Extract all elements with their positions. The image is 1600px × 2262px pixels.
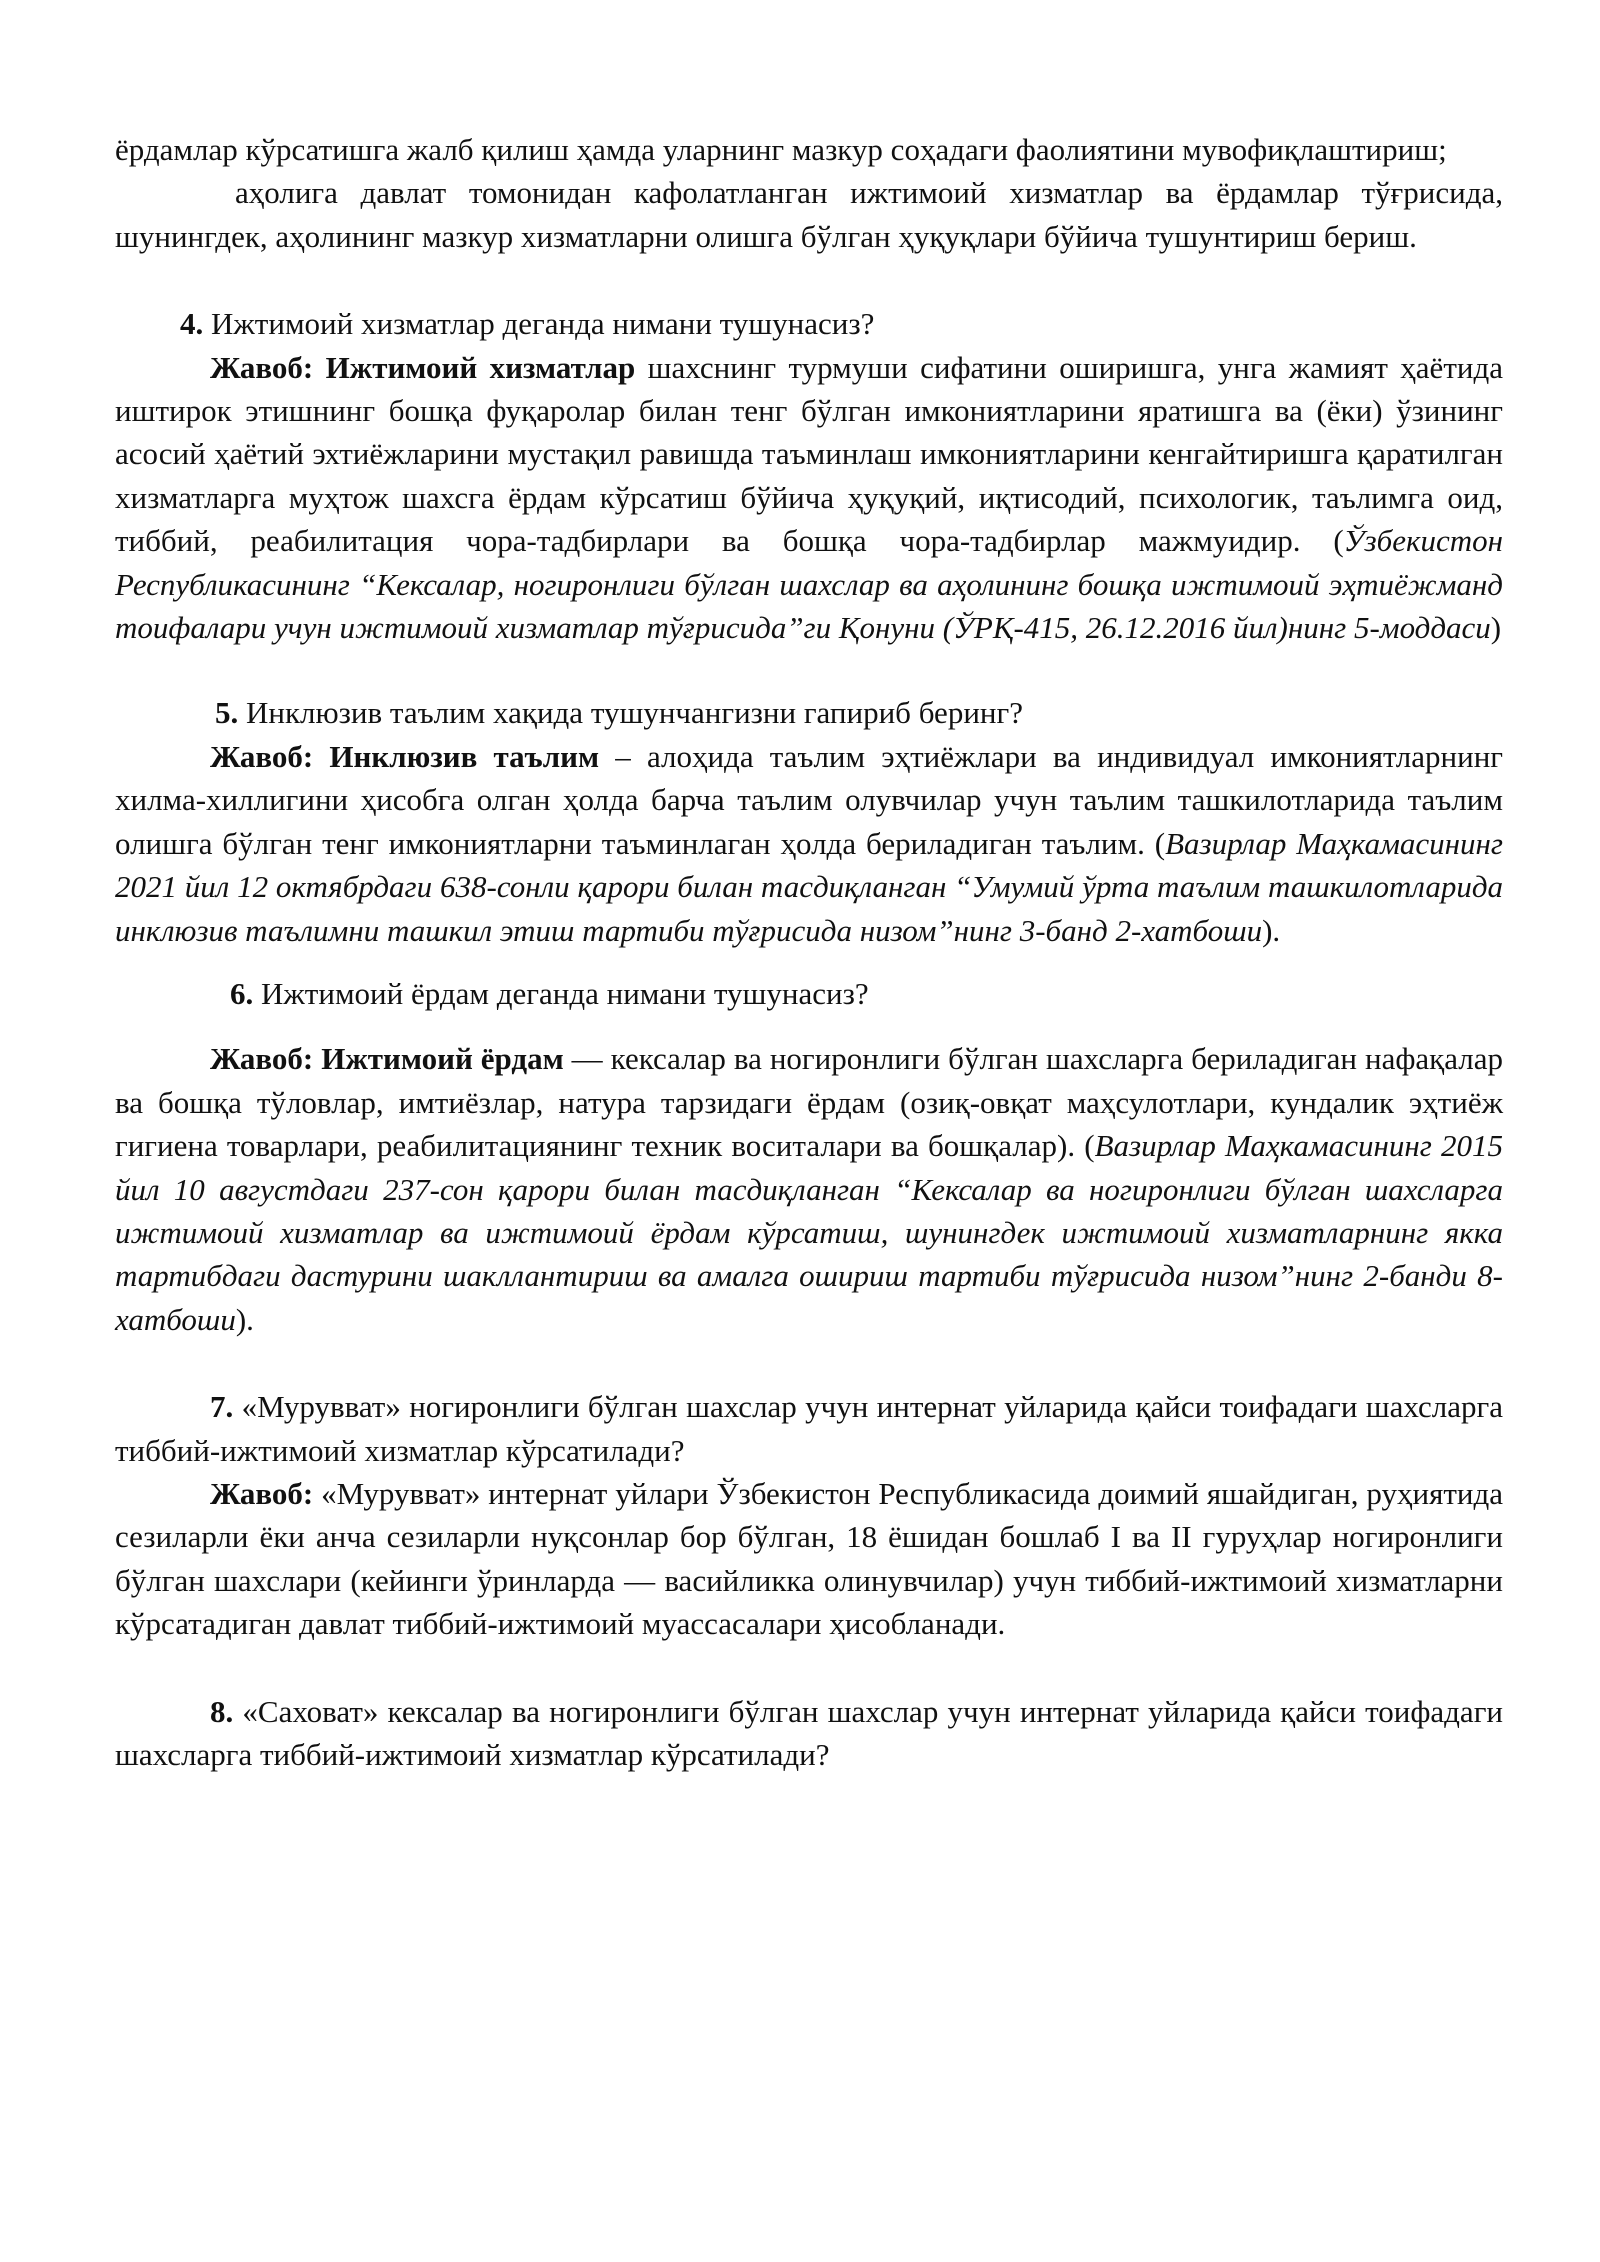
question-text: «Мурувват» ногиронлиги бўлган шахслар учун интернат уйларида қайси тоифадаги шахсларга тиббий-ижтимоий хизматлар кўрсатилади? bbox=[115, 1389, 1503, 1468]
question-5 bbox=[115, 691, 1503, 734]
answer-body: – алоҳида таълим эҳтиёжлари ва индивидуал имкониятларнинг хилма-хиллигини ҳисобга олган ҳолда барча таълим олувчилар учун таълим ташкилотларида таълим олишга бўлган тенг имкониятларни таъминлаган ҳолда бериладиган таълим. ( bbox=[115, 738, 1503, 861]
question-text: «Саховат» кексалар ва ногиронлиги бўлган шахслар учун интернат уйларида қайси тоифадаги шахсларга тиббий-ижтимоий хизматлар кўрсатилади? bbox=[115, 1693, 1503, 1772]
question-number: 5. bbox=[215, 695, 239, 731]
question-7 bbox=[115, 1385, 1503, 1472]
question-number: 8. bbox=[210, 1693, 234, 1729]
answer-body: «Мурувват» интернат уйлари Ўзбекистон Республикасида доимий яшайдиган, руҳиятида сезиларли ёки анча сезиларли нуқсонлар бор бўлган, 18 ёшидан бошлаб I ва II гуруҳлар ногиронлиги бўлган шахслари (кейинги ўринларда — васийликка олинувчилар) учун тиббий-ижтимоий хизматларни кўрсатадиган давлат тиббий-ижтимоий муассасалари ҳисобланади. bbox=[115, 1475, 1503, 1642]
answer-6 bbox=[115, 1037, 1503, 1341]
answer-citation: Вазирлар Маҳкамасининг 2015 йил 10 августдаги 237-сон қарори билан тасдиқланган “Кексалар ва ногиронлиги бўлган шахсларга ижтимоий хизматлар ва ижтимоий ёрдам кўрсатиш, шунингдек ижтимоий хизматларнинг якка тартибдаги дастурини шакллантириш ва амалга ошириш тартиби тўғрисида низом”нинг 2-банди 8-хатбоши bbox=[115, 1128, 1503, 1337]
answer-citation: Ўзбекистон Республикасининг “Кексалар, ногиронлиги бўлган шахслар ва аҳолининг бошқа ижтимоий эҳтиёжманд тоифалари учун ижтимоий хизматлар тўғрисида”ги Қонуни (ЎРҚ-415, 26.12.2016 йил)нинг 5-моддаси bbox=[115, 523, 1503, 646]
answer-4 bbox=[115, 346, 1503, 650]
answer-lead: Жавоб: bbox=[210, 1475, 314, 1511]
answer-close: ). bbox=[1262, 912, 1281, 948]
question-number: 7. bbox=[210, 1389, 234, 1425]
question-number: 6. bbox=[230, 975, 254, 1011]
answer-5 bbox=[115, 735, 1503, 952]
question-text: Ижтимоий хизматлар деганда нимани тушунасиз? bbox=[203, 306, 875, 342]
answer-lead: Жавоб: Инклюзив таълим bbox=[210, 738, 600, 774]
answer-close: ) bbox=[1490, 610, 1502, 646]
answer-citation: Вазирлар Маҳкамасининг 2021 йил 12 октябрдаги 638-сонли қарори билан тасдиқланган “Умумий ўрта таълим ташкилотларида инклюзив таълимни ташкил этиш тартиби тўғрисида низом”нинг 3-банд 2-хатбоши bbox=[115, 825, 1503, 948]
question-text: Ижтимоий ёрдам деганда нимани тушунасиз? bbox=[253, 975, 869, 1011]
question-4 bbox=[115, 302, 1503, 345]
paragraph-explanation: аҳолига давлат томонидан кафолатланган ижтимоий хизматлар ва ёрдамлар тўғрисида, шунингдек, аҳолининг мазкур хизматларни олишга бўлган ҳуқуқлари бўйича тушунтириш бериш. bbox=[115, 175, 1503, 254]
answer-lead: Жавоб: Ижтимоий ёрдам bbox=[210, 1041, 564, 1077]
answer-close: ). bbox=[235, 1301, 254, 1337]
answer-body: шахснинг турмуши сифатини оширишга, унга жамият ҳаётида иштирок этишнинг бошқа фуқаролар билан тенг бўлган имкониятларини яратишга ва (ёки) ўзининг асосий ҳаётий эхтиёжларини мустақил равишда таъминлаш имкониятларини кенгайтиришга қаратилган хизматларга муҳтож шахсга ёрдам кўрсатиш бўйича ҳуқуқий, иқтисодий, психологик, таълимга оид, тиббий, реабилитация чора-тадбирлари ва бошқа чора-тадбирлар мажмуидир. ( bbox=[115, 349, 1503, 559]
question-number: 4. bbox=[180, 306, 204, 342]
answer-lead: Жавоб: Ижтимоий хизматлар bbox=[210, 349, 636, 385]
question-8 bbox=[115, 1690, 1503, 1777]
answer-body: — кексалар ва ногиронлиги бўлган шахсларга бериладиган нафақалар ва бошқа тўловлар, имтиёзлар, натура тарзидаги ёрдам (озиқ-овқат маҳсулотлари, кундалик эҳтиёж гигиена товарлари, реабилитациянинг техник воситалари ва бошқалар). ( bbox=[115, 1041, 1504, 1164]
question-6 bbox=[115, 972, 1503, 1015]
question-text: Инклюзив таълим хақида тушунчангизни гапириб беринг? bbox=[238, 695, 1023, 731]
answer-7 bbox=[115, 1472, 1503, 1646]
paragraph-continuation: ёрдамлар кўрсатишга жалб қилиш ҳамда уларнинг мазкур соҳадаги фаолиятини мувофиқлаштириш; bbox=[115, 132, 1447, 167]
